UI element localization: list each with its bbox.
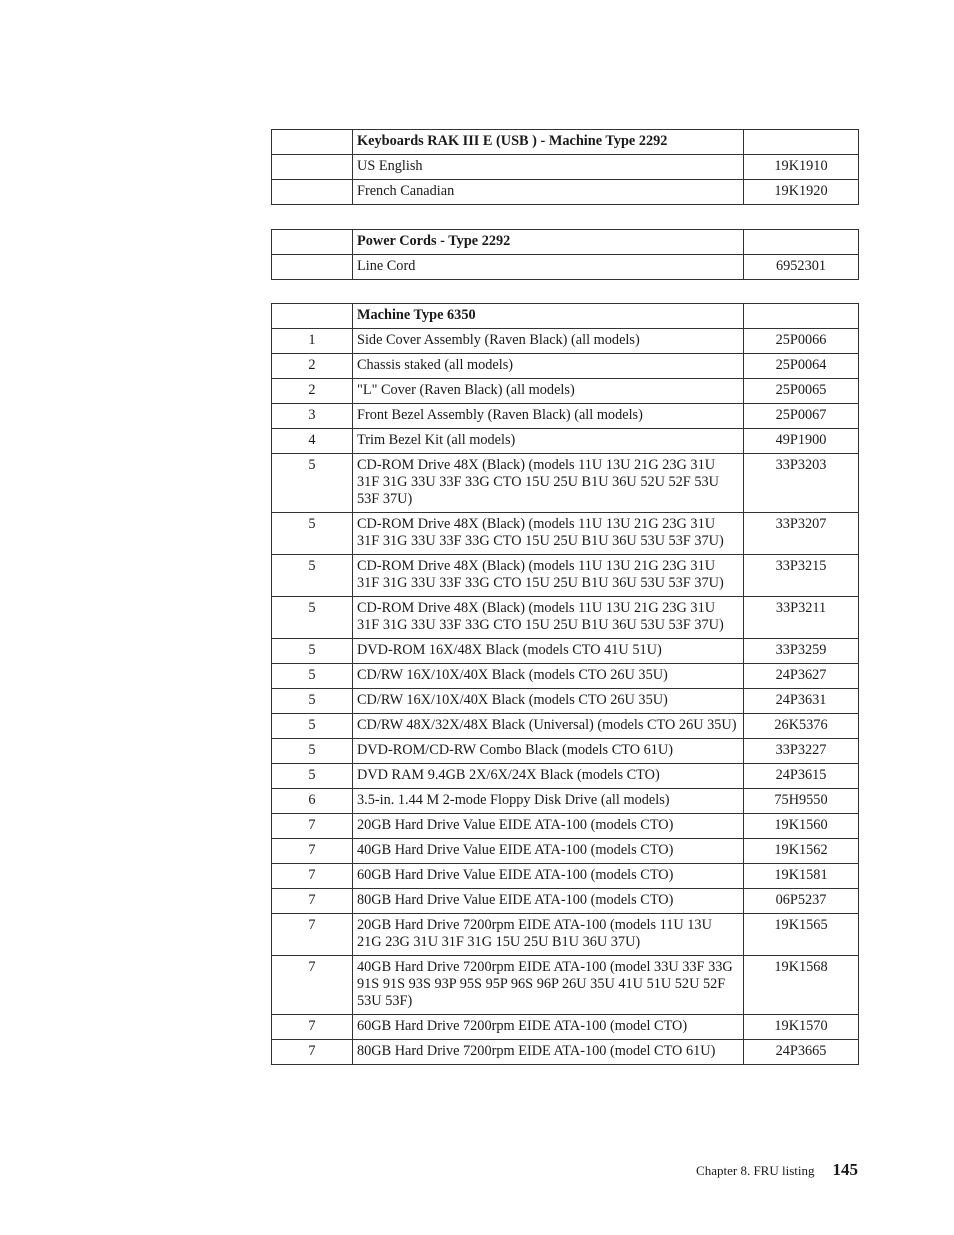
part-number-cell: 6952301 xyxy=(744,255,859,280)
description-cell: 40GB Hard Drive 7200rpm EIDE ATA-100 (model 33U 33F 33G 91S 91S 93S 93P 95S 95P 96S 96P 26U 35U 41U 51U 52U 52F 53U 53F) xyxy=(353,956,744,1015)
description-cell: Chassis staked (all models) xyxy=(353,354,744,379)
description-cell: Front Bezel Assembly (Raven Black) (all models) xyxy=(353,404,744,429)
description-cell: DVD-ROM/CD-RW Combo Black (models CTO 61U) xyxy=(353,739,744,764)
description-cell: DVD-ROM 16X/48X Black (models CTO 41U 51U) xyxy=(353,639,744,664)
table-row xyxy=(272,513,859,555)
part-number-cell: 25P0064 xyxy=(744,354,859,379)
part-number-cell: 19K1920 xyxy=(744,180,859,205)
index-cell: 5 xyxy=(272,454,353,513)
table-title: Power Cords - Type 2292 xyxy=(353,230,744,255)
table-row xyxy=(272,714,859,739)
part-number-cell: 75H9550 xyxy=(744,789,859,814)
part-number-cell: 24P3631 xyxy=(744,689,859,714)
table-header-row xyxy=(272,130,859,155)
description-cell: 60GB Hard Drive 7200rpm EIDE ATA-100 (model CTO) xyxy=(353,1015,744,1040)
description-cell: 20GB Hard Drive 7200rpm EIDE ATA-100 (models 11U 13U 21G 23G 31U 31F 31G 15U 25U B1U 36U 37U) xyxy=(353,914,744,956)
machine-type-6350-table xyxy=(271,303,859,1065)
table-title: Keyboards RAK III E (USB ) - Machine Type 2292 xyxy=(353,130,744,155)
table-row xyxy=(272,354,859,379)
index-cell: 7 xyxy=(272,1040,353,1065)
description-cell: CD-ROM Drive 48X (Black) (models 11U 13U 21G 23G 31U 31F 31G 33U 33F 33G CTO 15U 25U B1U 36U 53U 53F 37U) xyxy=(353,555,744,597)
table-row xyxy=(272,1015,859,1040)
description-cell: 80GB Hard Drive 7200rpm EIDE ATA-100 (model CTO 61U) xyxy=(353,1040,744,1065)
keyboards-table xyxy=(271,129,859,205)
description-cell: 60GB Hard Drive Value EIDE ATA-100 (models CTO) xyxy=(353,864,744,889)
description-cell: Side Cover Assembly (Raven Black) (all models) xyxy=(353,329,744,354)
table-row xyxy=(272,864,859,889)
header-index-cell xyxy=(272,130,353,155)
part-number-cell: 06P5237 xyxy=(744,889,859,914)
table-row xyxy=(272,555,859,597)
index-cell: 6 xyxy=(272,789,353,814)
table-row xyxy=(272,789,859,814)
table-row xyxy=(272,889,859,914)
part-number-cell: 19K1565 xyxy=(744,914,859,956)
description-cell: "L" Cover (Raven Black) (all models) xyxy=(353,379,744,404)
header-index-cell xyxy=(272,304,353,329)
index-cell: 3 xyxy=(272,404,353,429)
index-cell: 1 xyxy=(272,329,353,354)
power-cords-table xyxy=(271,229,859,280)
header-index-cell xyxy=(272,230,353,255)
part-number-cell: 25P0065 xyxy=(744,379,859,404)
index-cell: 7 xyxy=(272,956,353,1015)
table-row xyxy=(272,180,859,205)
index-cell: 7 xyxy=(272,914,353,956)
index-cell xyxy=(272,255,353,280)
description-cell: CD-ROM Drive 48X (Black) (models 11U 13U 21G 23G 31U 31F 31G 33U 33F 33G CTO 15U 25U B1U 36U 52U 52F 53U 53F 37U) xyxy=(353,454,744,513)
table-header-row xyxy=(272,304,859,329)
part-number-cell: 19K1568 xyxy=(744,956,859,1015)
index-cell: 2 xyxy=(272,379,353,404)
header-part-cell xyxy=(744,230,859,255)
part-number-cell: 49P1900 xyxy=(744,429,859,454)
table-row xyxy=(272,764,859,789)
part-number-cell: 24P3627 xyxy=(744,664,859,689)
description-cell: French Canadian xyxy=(353,180,744,205)
index-cell: 5 xyxy=(272,764,353,789)
table-row xyxy=(272,639,859,664)
description-cell: CD/RW 16X/10X/40X Black (models CTO 26U 35U) xyxy=(353,664,744,689)
index-cell: 7 xyxy=(272,889,353,914)
table-row xyxy=(272,255,859,280)
description-cell: 80GB Hard Drive Value EIDE ATA-100 (models CTO) xyxy=(353,889,744,914)
description-cell: CD/RW 48X/32X/48X Black (Universal) (models CTO 26U 35U) xyxy=(353,714,744,739)
index-cell: 7 xyxy=(272,814,353,839)
part-number-cell: 19K1581 xyxy=(744,864,859,889)
chapter-title: Chapter 8. FRU listing xyxy=(696,1163,815,1178)
index-cell: 5 xyxy=(272,513,353,555)
part-number-cell: 33P3215 xyxy=(744,555,859,597)
table-row xyxy=(272,739,859,764)
table-row xyxy=(272,689,859,714)
index-cell: 5 xyxy=(272,597,353,639)
index-cell: 5 xyxy=(272,555,353,597)
part-number-cell: 25P0066 xyxy=(744,329,859,354)
header-part-cell xyxy=(744,304,859,329)
description-cell: Line Cord xyxy=(353,255,744,280)
description-cell: 40GB Hard Drive Value EIDE ATA-100 (models CTO) xyxy=(353,839,744,864)
part-number-cell: 19K1570 xyxy=(744,1015,859,1040)
index-cell: 7 xyxy=(272,839,353,864)
part-number-cell: 33P3207 xyxy=(744,513,859,555)
table-row xyxy=(272,429,859,454)
table-header-row xyxy=(272,230,859,255)
part-number-cell: 33P3203 xyxy=(744,454,859,513)
index-cell: 4 xyxy=(272,429,353,454)
table-row xyxy=(272,454,859,513)
table-row xyxy=(272,1040,859,1065)
index-cell xyxy=(272,180,353,205)
header-part-cell xyxy=(744,130,859,155)
description-cell: US English xyxy=(353,155,744,180)
table-row xyxy=(272,404,859,429)
description-cell: CD-ROM Drive 48X (Black) (models 11U 13U 21G 23G 31U 31F 31G 33U 33F 33G CTO 15U 25U B1U 36U 53U 53F 37U) xyxy=(353,513,744,555)
index-cell: 5 xyxy=(272,714,353,739)
page-number: 145 xyxy=(832,1160,858,1179)
description-cell: CD-ROM Drive 48X (Black) (models 11U 13U 21G 23G 31U 31F 31G 33U 33F 33G CTO 15U 25U B1U 36U 53U 53F 37U) xyxy=(353,597,744,639)
description-cell: Trim Bezel Kit (all models) xyxy=(353,429,744,454)
part-number-cell: 25P0067 xyxy=(744,404,859,429)
part-number-cell: 19K1560 xyxy=(744,814,859,839)
table-title: Machine Type 6350 xyxy=(353,304,744,329)
part-number-cell: 33P3227 xyxy=(744,739,859,764)
index-cell: 2 xyxy=(272,354,353,379)
index-cell: 7 xyxy=(272,864,353,889)
index-cell: 5 xyxy=(272,639,353,664)
index-cell: 7 xyxy=(272,1015,353,1040)
table-row xyxy=(272,914,859,956)
index-cell xyxy=(272,155,353,180)
table-row xyxy=(272,664,859,689)
description-cell: 3.5-in. 1.44 M 2-mode Floppy Disk Drive (all models) xyxy=(353,789,744,814)
table-row xyxy=(272,155,859,180)
table-row xyxy=(272,814,859,839)
part-number-cell: 26K5376 xyxy=(744,714,859,739)
table-row xyxy=(272,597,859,639)
description-cell: DVD RAM 9.4GB 2X/6X/24X Black (models CTO) xyxy=(353,764,744,789)
part-number-cell: 24P3665 xyxy=(744,1040,859,1065)
index-cell: 5 xyxy=(272,664,353,689)
table-row xyxy=(272,839,859,864)
part-number-cell: 24P3615 xyxy=(744,764,859,789)
part-number-cell: 19K1910 xyxy=(744,155,859,180)
description-cell: CD/RW 16X/10X/40X Black (models CTO 26U 35U) xyxy=(353,689,744,714)
page-footer xyxy=(696,1160,858,1180)
index-cell: 5 xyxy=(272,739,353,764)
index-cell: 5 xyxy=(272,689,353,714)
part-number-cell: 33P3259 xyxy=(744,639,859,664)
part-number-cell: 19K1562 xyxy=(744,839,859,864)
description-cell: 20GB Hard Drive Value EIDE ATA-100 (models CTO) xyxy=(353,814,744,839)
table-row xyxy=(272,379,859,404)
table-row xyxy=(272,956,859,1015)
part-number-cell: 33P3211 xyxy=(744,597,859,639)
table-row xyxy=(272,329,859,354)
